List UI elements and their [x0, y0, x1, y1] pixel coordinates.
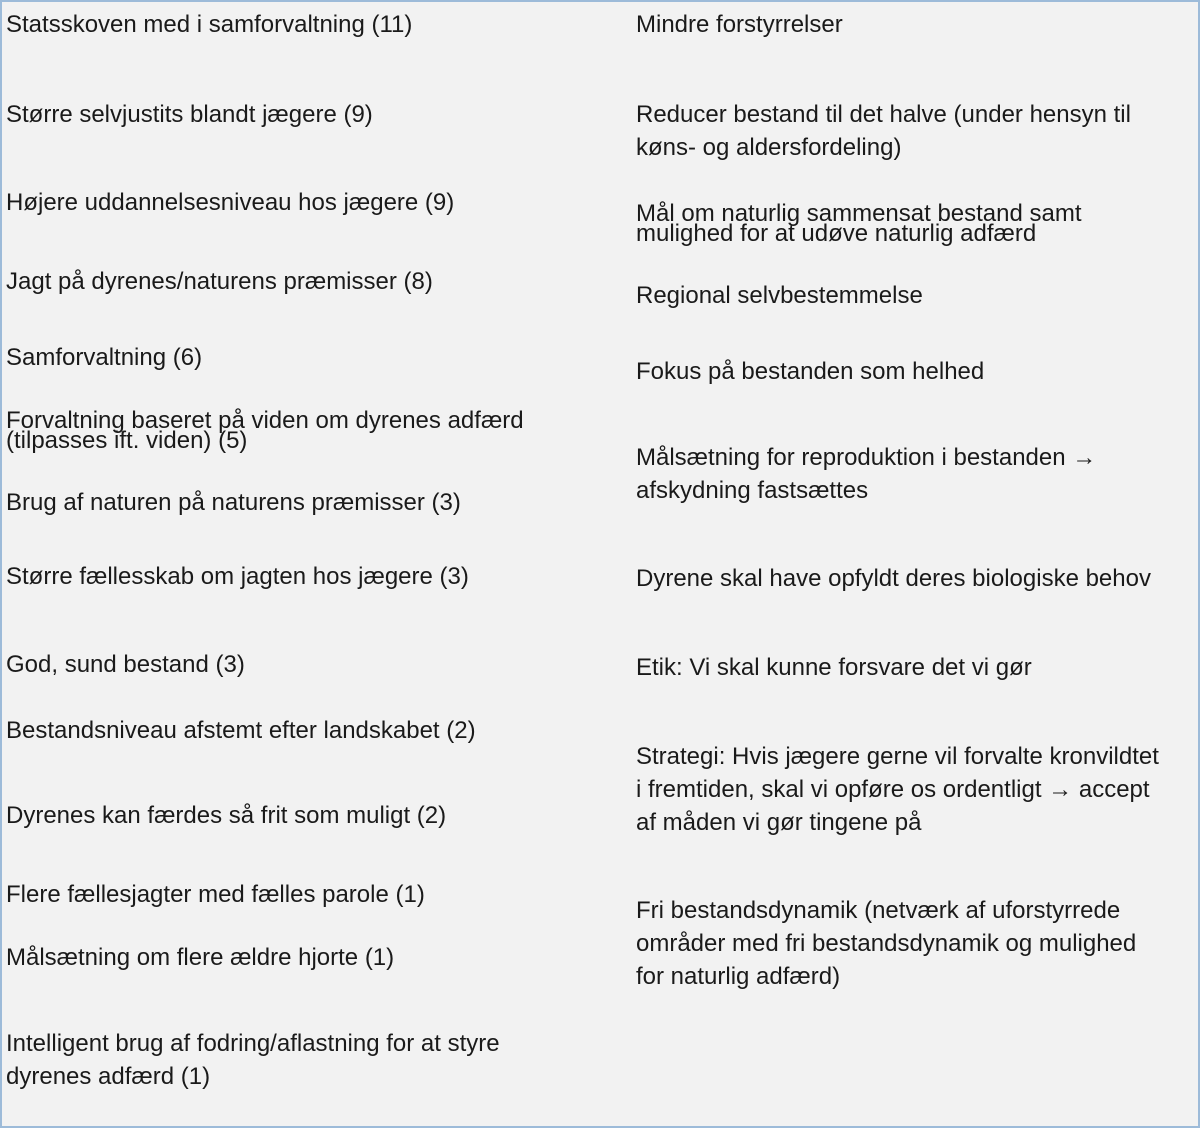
left-item: Samforvaltning (6) [6, 344, 203, 371]
right-item: Mindre forstyrrelser [636, 11, 843, 38]
left-item: Brug af naturen på naturens præmisser (3) [6, 489, 461, 516]
left-item: Forvaltning baseret på viden om dyrenes adfærd [6, 407, 524, 434]
right-item: afskydning fastsættes [636, 477, 869, 504]
left-item: Intelligent brug af fodring/aflastning for at styre [6, 1030, 500, 1057]
right-item: Fri bestandsdynamik (netværk af uforstyrrede [636, 897, 1121, 924]
left-item: (tilpasses ift. viden) (5) [6, 427, 248, 454]
right-item: Fokus på bestanden som helhed [636, 358, 985, 385]
right-item: køns- og aldersfordeling) [636, 134, 902, 161]
right-item: Reducer bestand til det halve (under hensyn til [636, 101, 1131, 128]
left-item: Bestandsniveau afstemt efter landskabet (2) [6, 717, 476, 744]
left-item: dyrenes adfærd (1) [6, 1063, 211, 1090]
right-item: Regional selvbestemmelse [636, 282, 923, 309]
right-item: Målsætning for reproduktion i bestanden → [636, 444, 1097, 471]
left-item: God, sund bestand (3) [6, 651, 245, 678]
right-item: Etik: Vi skal kunne forsvare det vi gør [636, 654, 1032, 681]
left-item: Højere uddannelsesniveau hos jægere (9) [6, 189, 455, 216]
right-item: Mål om naturlig sammensat bestand samt [636, 200, 1082, 227]
right-item: mulighed for at udøve naturlig adfærd [636, 220, 1037, 247]
left-item: Flere fællesjagter med fælles parole (1) [6, 881, 425, 908]
left-item: Større selvjustits blandt jægere (9) [6, 101, 373, 128]
left-item: Større fællesskab om jagten hos jægere (3) [6, 563, 469, 590]
right-item: Strategi: Hvis jægere gerne vil forvalte kronvildtet [636, 743, 1159, 770]
left-item: Statsskoven med i samforvaltning (11) [6, 11, 413, 38]
left-item: Jagt på dyrenes/naturens præmisser (8) [6, 268, 433, 295]
left-item: Målsætning om flere ældre hjorte (1) [6, 944, 395, 971]
right-item: i fremtiden, skal vi opføre os ordentligt → accept [636, 776, 1150, 803]
right-item: for naturlig adfærd) [636, 963, 841, 990]
right-item: Dyrene skal have opfyldt deres biologiske behov [636, 565, 1151, 592]
left-item: Dyrenes kan færdes så frit som muligt (2) [6, 802, 447, 829]
right-item: områder med fri bestandsdynamik og mulighed [636, 930, 1137, 957]
right-item: af måden vi gør tingene på [636, 809, 922, 836]
